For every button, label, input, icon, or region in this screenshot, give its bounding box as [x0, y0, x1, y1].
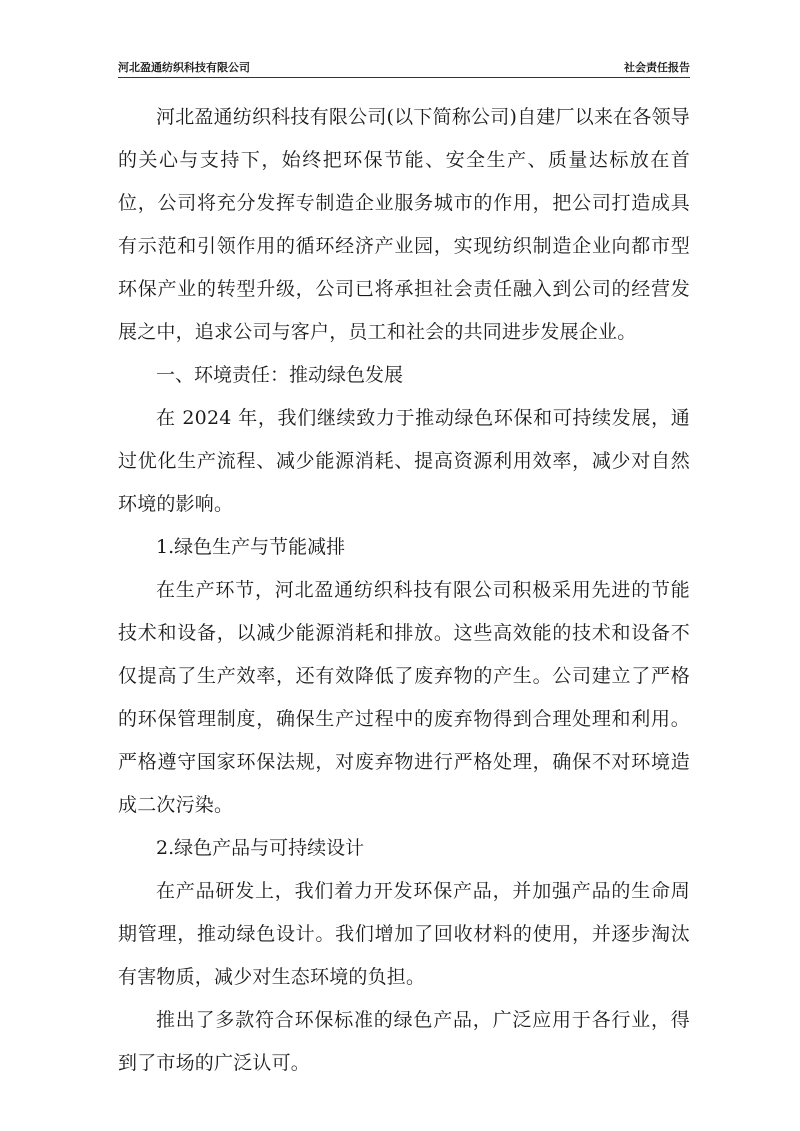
- section-environment-paragraph: 在 2024 年，我们继续致力于推动绿色环保和可持续发展，通过优化生产流程、减少能源消耗、提高资源利用效率，减少对自然环境的影响。: [118, 407, 690, 515]
- page-header: [118, 58, 690, 78]
- subsection-green-production-paragraph: 在生产环节，河北盈通纺织科技有限公司积极采用先进的节能技术和设备，以减少能源消耗和排放。这些高效能的技术和设备不仅提高了生产效率，还有效降低了废弃物的产生。公司建立了严格的环保管理制度，确保生产过程中的废弃物得到合理处理和利用。严格遵守国家环保法规，对废弃物进行严格处理，确保不对环境造成二次污染。: [118, 579, 690, 816]
- header-company-name: 河北盈通纺织科技有限公司: [118, 61, 250, 74]
- section-heading-environment: 一、环境责任：推动绿色发展: [156, 364, 404, 386]
- subsection-green-products-paragraph-2: 推出了多款符合环保标准的绿色产品，广泛应用于各行业，得到了市场的广泛认可。: [118, 1009, 690, 1074]
- subsection-heading-green-products: 2.绿色产品与可持续设计: [156, 837, 365, 859]
- document-body: [118, 96, 690, 1085]
- subsection-green-products-paragraph-1: 在产品研发上，我们着力开发环保产品，并加强产品的生命周期管理，推动绿色设计。我们增加了回收材料的使用，并逐步淘汰有害物质，减少对生态环境的负担。: [118, 880, 690, 988]
- header-report-title: 社会责任报告: [624, 61, 690, 74]
- subsection-heading-green-production: 1.绿色生产与节能减排: [156, 536, 346, 558]
- intro-paragraph: 河北盈通纺织科技有限公司(以下简称公司)自建厂以来在各领导的关心与支持下，始终把环保节能、安全生产、质量达标放在首位，公司将充分发挥专制造企业服务城市的作用，把公司打造成具有示范和引领作用的循环经济产业园，实现纺织制造企业向都市型环保产业的转型升级，公司已将承担社会责任融入到公司的经营发展之中，追求公司与客户，员工和社会的共同进步发展企业。: [118, 106, 690, 343]
